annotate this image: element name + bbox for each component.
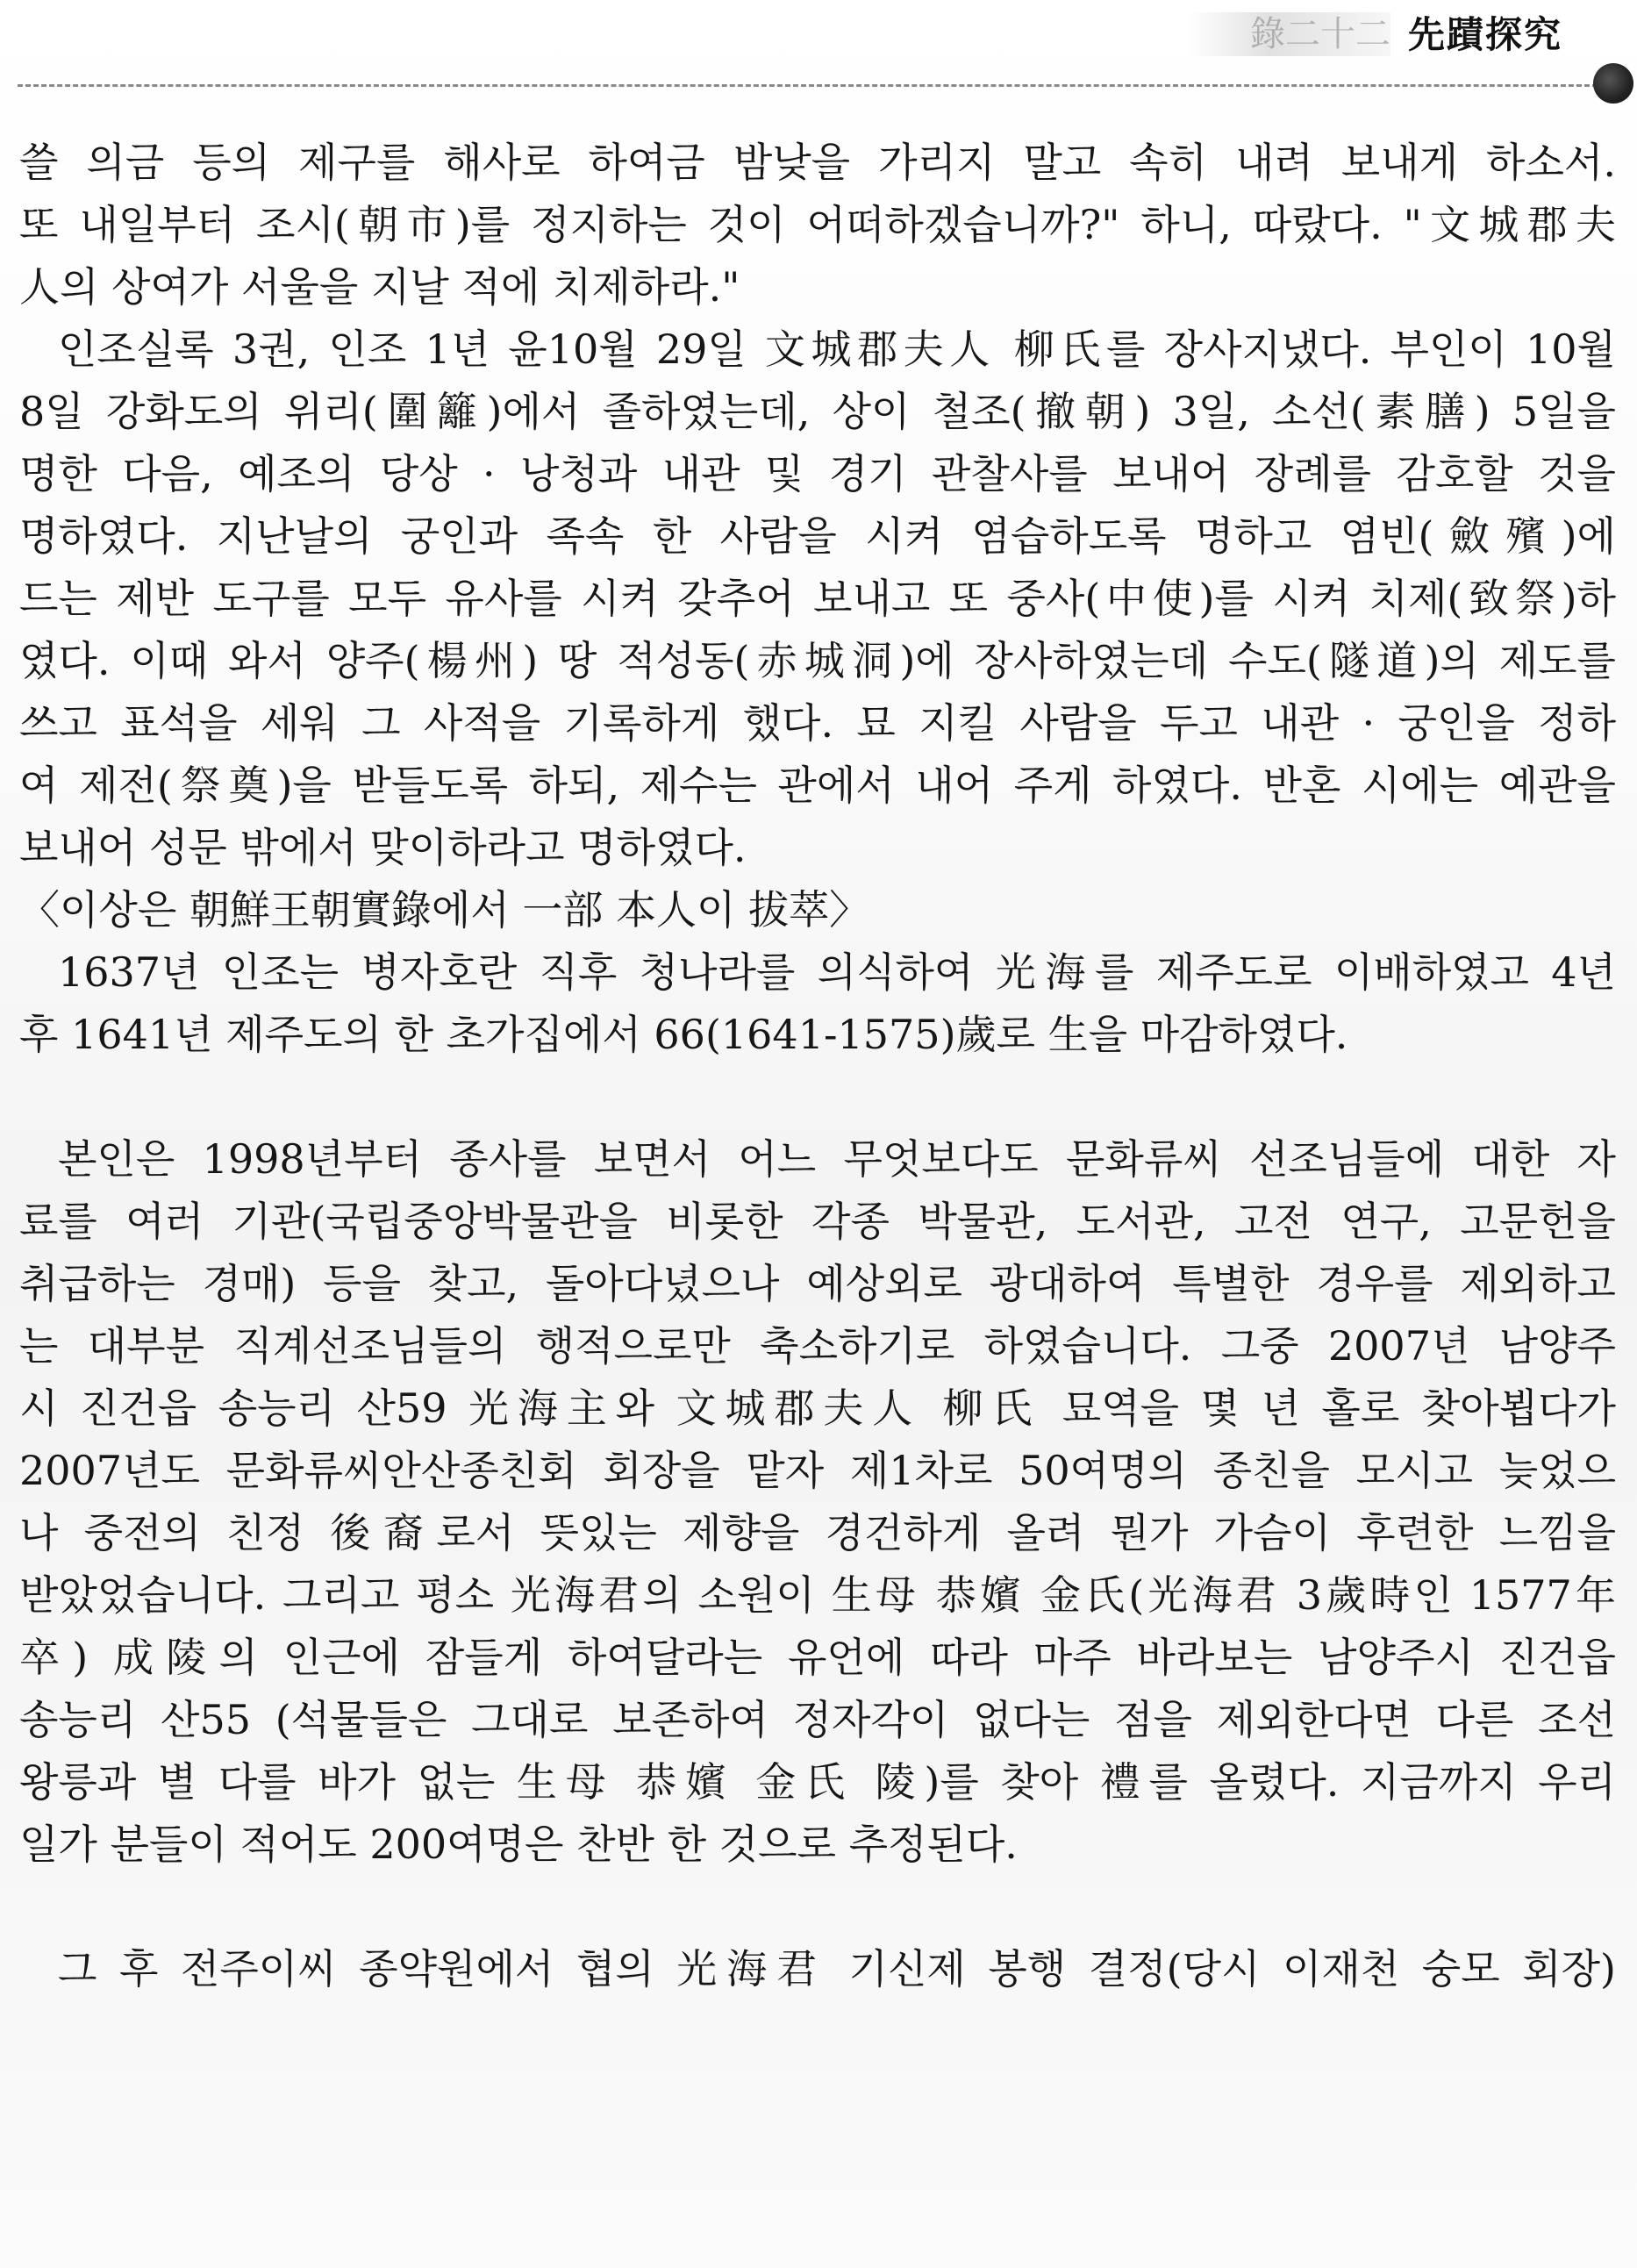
text-line: 후 1641년 제주도의 한 초가집에서 66(1641-1575)歲로 生을 마감하였다. <box>19 1011 1348 1058</box>
text-line: 보내어 성문 밖에서 맞이하라고 명하였다. <box>19 824 747 871</box>
text-line: 또 내일부터 조시(朝市)를 정지하는 것이 어떠하겠습니까?" 하니, 따랐다. "文城郡夫 <box>19 201 1616 248</box>
text-line: 卒) 成陵의 인근에 잠들게 하여달라는 유언에 따라 마주 바라보는 남양주시 진건읍 <box>19 1634 1616 1681</box>
text-line: 는 대부분 직계선조님들의 행적으로만 축소하기로 하였습니다. 그중 2007년 남양주 <box>19 1322 1616 1370</box>
text-line: 쓰고 표석을 세워 그 사적을 기록하게 했다. 묘 지킬 사람을 두고 내관 · 궁인을 정하 <box>19 699 1616 747</box>
text-line: 그 후 전주이씨 종약원에서 협의 光海君 기신제 봉행 결정(당시 이재천 숭모 회장) <box>58 1945 1616 1993</box>
text-line: 人의 상여가 서울을 지날 적에 치제하라." <box>19 263 740 311</box>
page-header <box>0 0 1637 97</box>
text-line: 시 진건읍 송능리 산59 光海主와 文城郡夫人 柳氏 묘역을 몇 년 홀로 찾아뵙다가 <box>19 1384 1616 1432</box>
text-line: 일가 분들이 적어도 200여명은 찬반 한 것으로 추정된다. <box>19 1821 1018 1868</box>
text-line: 본인은 1998년부터 종사를 보면서 어느 무엇보다도 문화류씨 선조님들에 대한 자 <box>58 1135 1616 1183</box>
text-line: 명하였다. 지난날의 궁인과 족속 한 사람을 시켜 염습하도록 명하고 염빈(斂殯)에 <box>19 512 1616 560</box>
text-line: 취급하는 경매) 등을 찾고, 돌아다녔으나 예상외로 광대하여 특별한 경우를 제외하고 <box>19 1260 1616 1307</box>
text-line: 8일 강화도의 위리(圍籬)에서 졸하였는데, 상이 철조(撤朝) 3일, 소선(素膳) 5일을 <box>19 388 1616 435</box>
text-line: 여 제전(祭奠)을 받들도록 하되, 제수는 관에서 내어 주게 하였다. 반혼 시에는 예관을 <box>19 762 1616 809</box>
text-line: 였다. 이때 와서 양주(楊州) 땅 적성동(赤城洞)에 장사하였는데 수도(隧道)의 제도를 <box>19 637 1616 684</box>
body-text <box>19 132 1616 2000</box>
text-line: 인조실록 3권, 인조 1년 윤10월 29일 文城郡夫人 柳氏를 장사지냈다. 부인이 10월 <box>58 326 1616 373</box>
text-line: 〈이상은 朝鮮王朝實錄에서 一部 本人이 拔萃〉 <box>19 886 870 934</box>
text-line: 왕릉과 별 다를 바가 없는 生母 恭嬪 金氏 陵)를 찾아 禮를 올렸다. 지금까지 우리 <box>19 1758 1616 1806</box>
text-line: 쓸 의금 등의 제구를 해사로 하여금 밤낮을 가리지 말고 속히 내려 보내게 하소서. <box>19 139 1616 186</box>
text-line: 나 중전의 친정 後裔로서 뜻있는 제향을 경건하게 올려 뭔가 가슴이 후련한 느낌을 <box>19 1509 1616 1556</box>
blank-line <box>19 1066 1616 1128</box>
text-line: 받았었습니다. 그리고 평소 光海君의 소원이 生母 恭嬪 金氏(光海君 3歲時인 1577年 <box>19 1571 1616 1619</box>
text-line: 드는 제반 도구를 모두 유사를 시켜 갖추어 보내고 또 중사(中使)를 시켜 치제(致祭)하 <box>19 575 1616 622</box>
text-line: 료를 여러 기관(국립중앙박물관을 비롯한 각종 박물관, 도서관, 고전 연구, 고문헌을 <box>19 1198 1616 1245</box>
header-bullet-icon <box>1593 63 1633 104</box>
blank-line <box>19 1876 1616 1938</box>
text-line: 2007년도 문화류씨안산종친회 회장을 맡자 제1차로 50여명의 종친을 모시고 늦었으 <box>19 1447 1616 1494</box>
header-faint-text: 錄二十二 <box>1189 12 1390 56</box>
text-line: 1637년 인조는 병자호란 직후 청나라를 의식하여 光海를 제주도로 이배하였고 4년 <box>58 948 1616 996</box>
header-title: 先蹟探究 <box>1408 13 1563 56</box>
header-divider <box>18 84 1605 87</box>
text-line: 송능리 산55 (석물들은 그대로 보존하여 정자각이 없다는 점을 제외한다면 다른 조선 <box>19 1696 1616 1743</box>
text-line: 명한 다음, 예조의 당상 · 낭청과 내관 및 경기 관찰사를 보내어 장례를 감호할 것을 <box>19 450 1616 497</box>
